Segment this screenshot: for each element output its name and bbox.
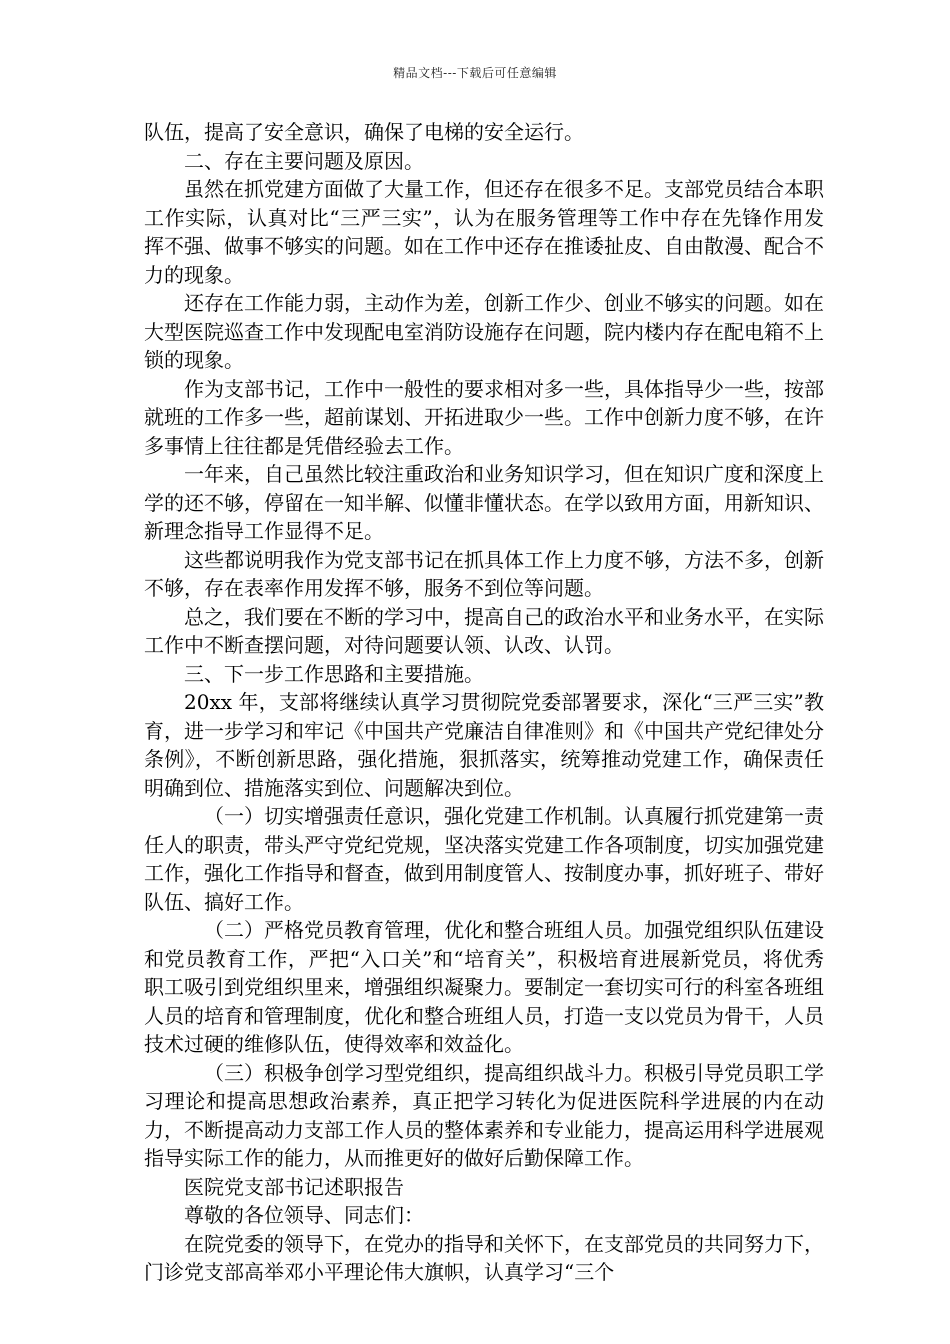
paragraph: 在院党委的领导下，在党办的指导和关怀下，在支部党员的共同努力下，门诊党支部高举邓小平理论伟大旗帜，认真学习“三个	[144, 1231, 824, 1284]
document-body	[144, 118, 824, 1287]
paragraph: 还存在工作能力弱，主动作为差，创新工作少、创业不够实的问题。如在大型医院巡查工作中发现配电室消防设施存在问题，院内楼内存在配电箱不上锁的现象。	[144, 291, 824, 372]
paragraph: 20xx 年，支部将继续认真学习贯彻院党委部署要求，深化“三严三实”教育，进一步学习和牢记《中国共产党廉洁自律准则》和《中国共产党纪律处分条例》，不断创新思路，强化措施，狠抓落实，统筹推动党建工作，确保责任明确到位、措施落实到位、问题解决到位。	[144, 690, 824, 800]
paragraph: 这些都说明我作为党支部书记在抓具体工作上力度不够，方法不多，创新不够，存在表率作用发挥不够，服务不到位等问题。	[144, 547, 824, 600]
paragraph: （一）切实增强责任意识，强化党建工作机制。认真履行抓党建第一责任人的职责，带头严守党纪党规，坚决落实党建工作各项制度，切实加强党建工作，强化工作指导和督查，做到用制度管人、按制度办事，抓好班子、带好队伍、搞好工作。	[144, 804, 824, 914]
section-heading: 三、下一步工作思路和主要措施。	[184, 661, 484, 686]
paragraph: （三）积极争创学习型党组织，提高组织战斗力。积极引导党员职工学习理论和提高思想政治素养，真正把学习转化为促进医院科学进展的内在动力，不断提高动力支部工作人员的整体素养和专业能力，提高运用科学进展观指导实际工作的能力，从而推更好的做好后勤保障工作。	[144, 1060, 824, 1170]
page-header: 精品文档---下载后可任意编辑	[393, 66, 557, 80]
salutation: 尊敬的各位领导、同志们：	[184, 1203, 424, 1227]
paragraph: 总之，我们要在不断的学习中，提高自己的政治水平和业务水平，在实际工作中不断查摆问题，对待问题要认领、认改、认罚。	[144, 604, 824, 657]
paragraph: 作为支部书记，工作中一般性的要求相对多一些，具体指导少一些，按部就班的工作多一些，超前谋划、开拓进取少一些。工作中创新力度不够，在许多事情上往往都是凭借经验去工作。	[144, 376, 824, 458]
report-title: 医院党支部书记述职报告	[184, 1174, 404, 1199]
section-heading: 二、存在主要问题及原因。	[184, 148, 424, 173]
paragraph: 队伍，提高了安全意识，确保了电梯的安全运行。	[144, 120, 584, 144]
paragraph: 虽然在抓党建方面做了大量工作，但还存在很多不足。支部党员结合本职工作实际，认真对比“三严三实”，认为在服务管理等工作中存在先锋作用发挥不强、做事不够实的问题。如在工作中还存在推诿扯皮、自由散漫、配合不力的现象。	[144, 177, 824, 287]
paragraph: 一年来，自己虽然比较注重政治和业务知识学习，但在知识广度和深度上学的还不够，停留在一知半解、似懂非懂状态。在学以致用方面，用新知识、新理念指导工作显得不足。	[144, 462, 824, 543]
paragraph: （二）严格党员教育管理，优化和整合班组人员。加强党组织队伍建设和党员教育工作，严把“入口关”和“培育关”，积极培育进展新党员，将优秀职工吸引到党组织里来，增强组织凝聚力。要制定一套切实可行的科室各班组人员的培育和管理制度，优化和整合班组人员，打造一支以党员为骨干，人员技术过硬的维修队伍，使得效率和效益化。	[144, 918, 824, 1056]
